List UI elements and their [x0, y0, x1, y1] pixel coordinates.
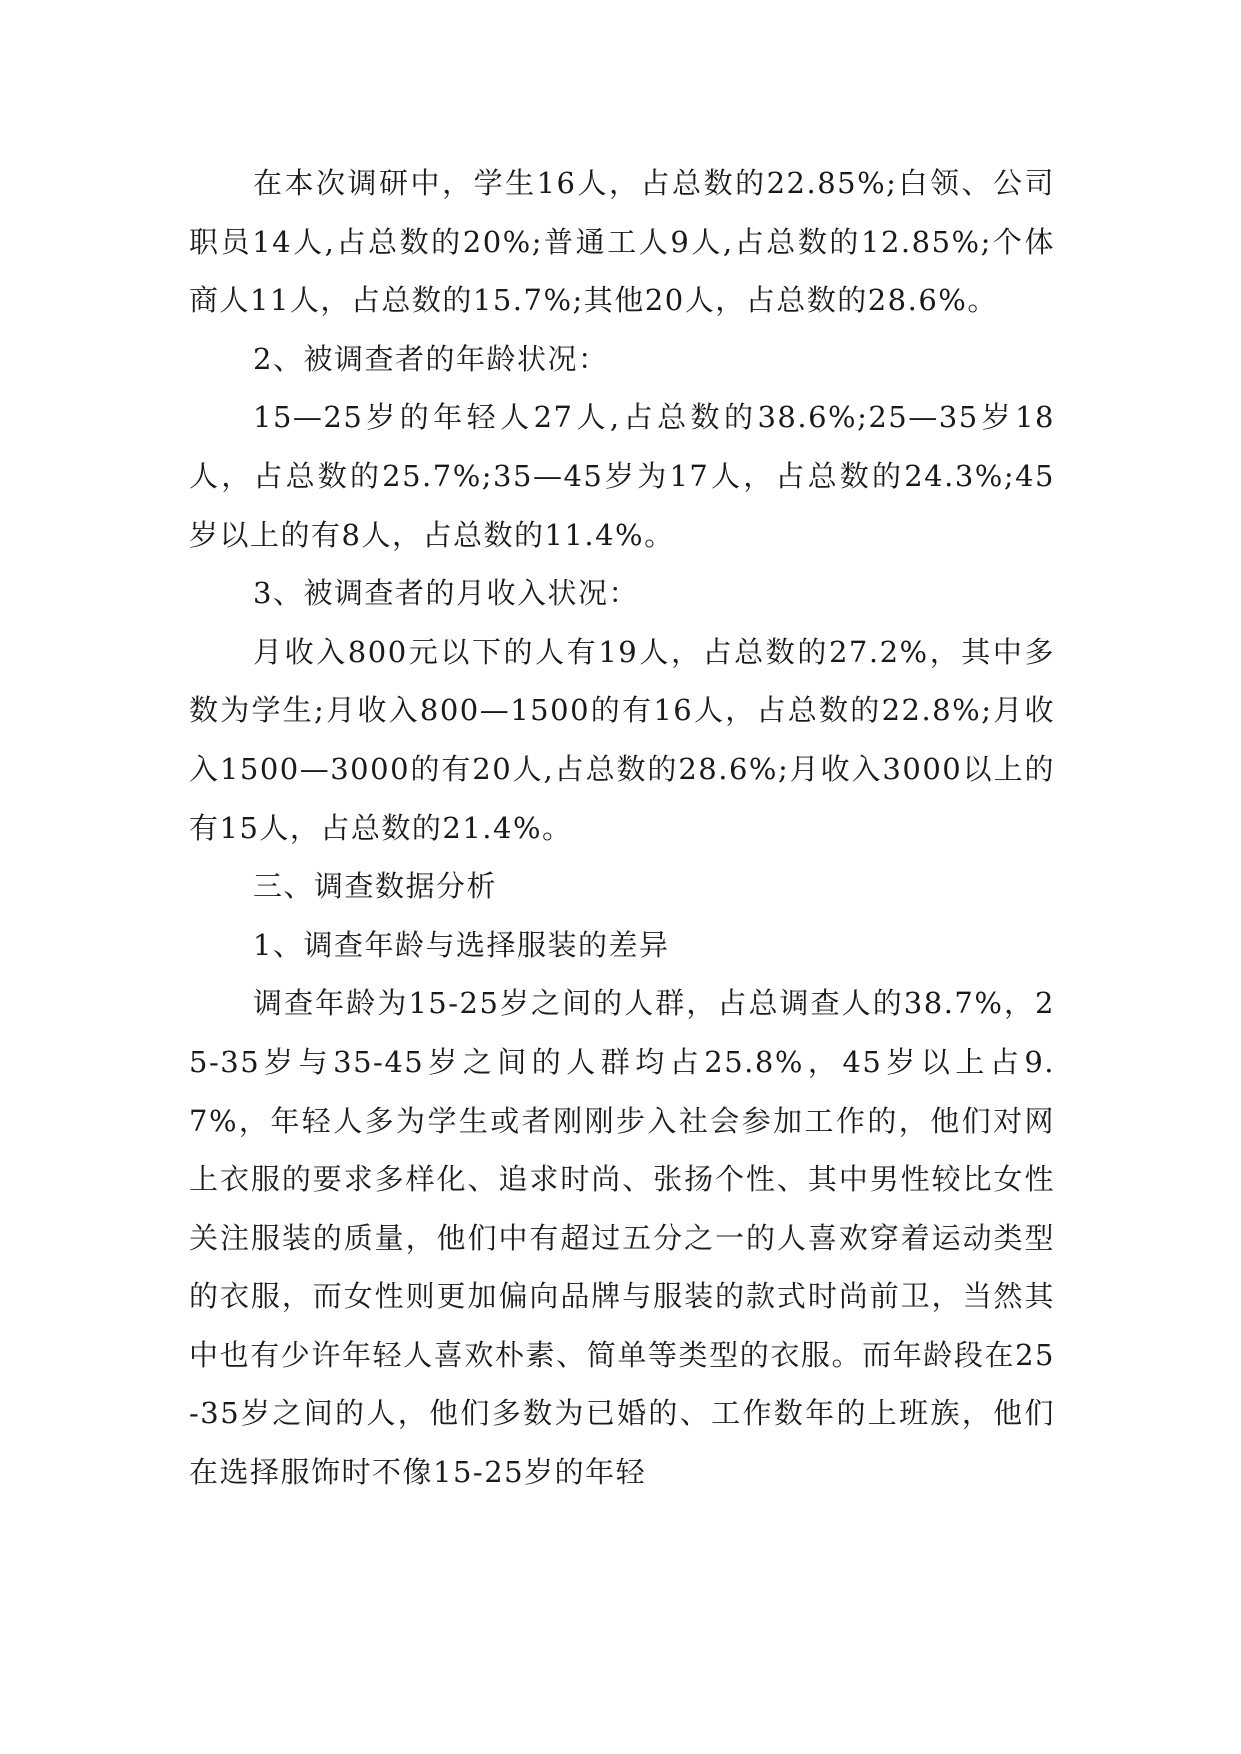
heading-age-clothing-difference: 1、调查年龄与选择服装的差异	[253, 927, 670, 962]
document-body	[189, 154, 1055, 1502]
paragraph-age-stats: 15—25岁的年轻人27人,占总数的38.6%;25—35岁18人，占总数的25.7%;35—45岁为17人，占总数的24.3%;45岁以上的有8人，占总数的11.4%。	[189, 400, 1055, 552]
section-heading-data-analysis: 三、调查数据分析	[253, 869, 498, 904]
paragraph-occupation-stats: 在本次调研中，学生16人，占总数的22.85%;白领、公司职员14人,占总数的20%;普通工人9人,占总数的12.85%;个体商人11人，占总数的15.7%;其他20人，占总数的28.6%。	[189, 166, 1055, 318]
heading-income-status: 3、被调查者的月收入状况：	[253, 576, 639, 611]
paragraph-age-clothing-analysis: 调查年龄为15-25岁之间的人群，占总调查人的38.7%，25-35岁与35-45岁之间的人群均占25.8%，45岁以上占9.7%，年轻人多为学生或者刚刚步入社会参加工作的，他们对网上衣服的要求多样化、追求时尚、张扬个性、其中男性较比女性关注服装的质量，他们中有超过五分之一的人喜欢穿着运动类型的衣服，而女性则更加偏向品牌与服装的款式时尚前卫，当然其中也有少许年轻人喜欢朴素、简单等类型的衣服。而年龄段在25-35岁之间的人，他们多数为已婚的、工作数年的上班族，他们在选择服饰时不像15-25岁的年轻	[189, 986, 1055, 1490]
heading-age-status: 2、被调查者的年龄状况：	[253, 341, 609, 376]
paragraph-income-stats: 月收入800元以下的人有19人，占总数的27.2%，其中多数为学生;月收入800—1500的有16人，占总数的22.8%;月收入1500—3000的有20人,占总数的28.6%;月收入3000以上的有15人，占总数的21.4%。	[189, 634, 1055, 845]
